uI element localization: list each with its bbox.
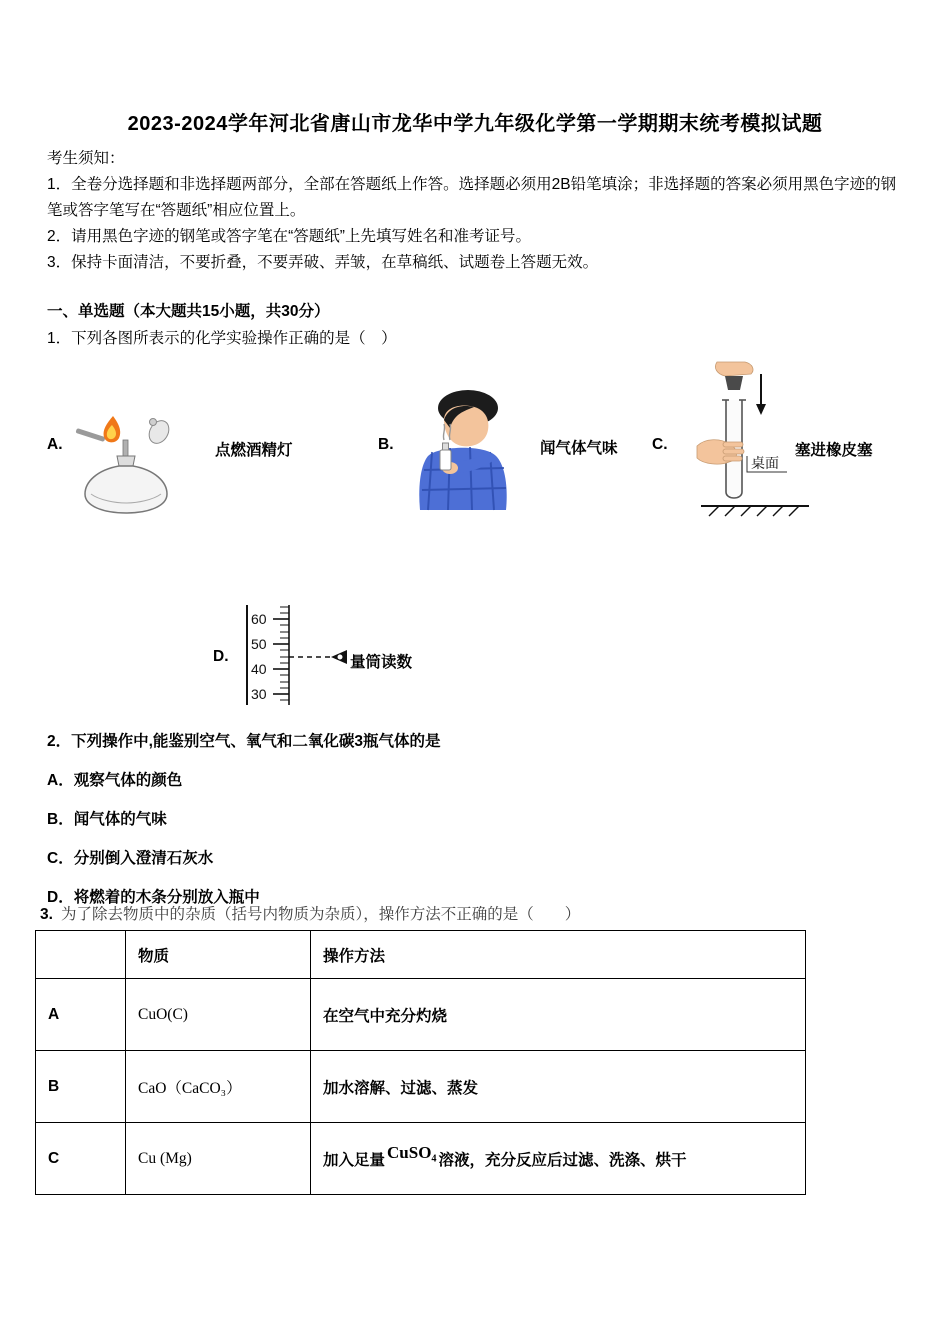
row-b-method: 加水溶解、过滤、蒸发 <box>311 1051 806 1123</box>
option-b-caption: 闻气体气味 <box>540 440 618 457</box>
question-2-text: 2．下列操作中,能鉴别空气、氧气和二氧化碳3瓶气体的是 <box>47 733 441 750</box>
lamp-body <box>85 466 167 513</box>
scale-value-50: 50 <box>251 636 267 652</box>
row-b-substance: CaO（CaCO₃） <box>126 1051 311 1123</box>
alcohol-lamp-figure <box>75 410 180 516</box>
notice-item-1: 1．全卷分选择题和非选择题两部分，全部在答题纸上作答。选择题必须用2B铅笔填涂；非选择题的答案必须用黑色字迹的钢笔或答字笔写在“答题纸”相应位置上。 <box>47 176 897 219</box>
table-header-row <box>36 931 806 979</box>
notice-item-3: 3．保持卡面清洁，不要折叠，不要弄破、弄皱，在草稿纸、试题卷上答题无效。 <box>47 254 599 271</box>
cuso4-formula: CuSO₄ <box>387 1142 437 1162</box>
question-2 <box>47 729 907 907</box>
option-a-label: A. <box>47 436 63 453</box>
notice-item-2: 2．请用黑色字迹的钢笔或答字笔在“答题纸”上先填写姓名和准考证号。 <box>47 228 531 245</box>
option-d-label: D. <box>213 648 229 665</box>
table-corner-cell <box>36 931 126 979</box>
lamp-cap-icon <box>145 417 173 447</box>
scale-value-60: 60 <box>251 611 267 627</box>
table-surface-label: 桌面 <box>751 455 779 471</box>
question-3-text-line <box>40 902 580 924</box>
question-1-option-d <box>0 600 950 710</box>
option-a-caption: 点燃酒精灯 <box>215 442 293 459</box>
row-c-label: C <box>36 1123 126 1195</box>
question-1-figures <box>0 358 950 523</box>
section-1-heading: 一、单选题（本大题共15小题，共30分） <box>47 303 330 320</box>
question-3-text: 为了除去物质中的杂质（括号内物质为杂质），操作方法不正确的是（ ） <box>60 906 581 923</box>
question-1-text: 1．下列各图所表示的化学实验操作正确的是（ ） <box>47 330 397 347</box>
row-c-method <box>311 1123 806 1195</box>
upper-hand <box>715 362 753 376</box>
ground-hatching <box>709 506 799 516</box>
table-row-a <box>36 979 806 1051</box>
question-3-table <box>35 930 806 1195</box>
boy-smelling-gas-figure <box>398 386 528 512</box>
match-icon <box>75 428 105 442</box>
row-a-label: A <box>36 979 126 1051</box>
question-2-option-b: B．闻气体的气味 <box>47 811 167 828</box>
option-d-caption: 量筒读数 <box>350 654 413 671</box>
option-b-label: B. <box>378 436 394 453</box>
scale-value-40: 40 <box>251 661 267 677</box>
cylinder-scale-figure <box>243 605 358 705</box>
row-c-method-prefix: 加入足量 <box>323 1151 386 1169</box>
candidate-notice <box>47 146 907 276</box>
page-title: 2023-2024学年河北省唐山市龙华中学九年级化学第一学期期末统考模拟试题 <box>127 113 823 135</box>
lamp-wick <box>123 440 128 456</box>
row-b-label: B <box>36 1051 126 1123</box>
notice-heading: 考生须知： <box>47 150 125 167</box>
lamp-neck <box>117 456 135 466</box>
down-arrow-icon <box>756 374 766 415</box>
question-2-option-a: A．观察气体的颜色 <box>47 772 183 789</box>
question-3-number: 3. <box>40 906 53 923</box>
table-row-b <box>36 1051 806 1123</box>
row-a-method: 在空气中充分灼烧 <box>311 979 806 1051</box>
question-2-option-d: D．将燃着的木条分别放入瓶中 <box>47 889 260 906</box>
minor-ticks <box>280 607 289 700</box>
row-c-substance: Cu (Mg) <box>126 1123 311 1195</box>
rubber-stopper-icon <box>725 376 743 390</box>
row-a-substance: CuO(C) <box>126 979 311 1051</box>
row-c-method-suffix: 溶液，充分反应后过滤、洗涤、烘干 <box>438 1151 687 1169</box>
question-2-option-c: C．分别倒入澄清石灰水 <box>47 850 214 867</box>
eye-icon <box>331 650 347 664</box>
option-c-caption: 塞进橡皮塞 <box>795 442 873 459</box>
option-c-label: C. <box>652 436 668 453</box>
table-row-c <box>36 1123 806 1195</box>
gas-bottle-icon <box>440 443 451 470</box>
substance-header: 物质 <box>126 931 311 979</box>
method-header: 操作方法 <box>311 931 806 979</box>
scale-value-30: 30 <box>251 686 267 702</box>
